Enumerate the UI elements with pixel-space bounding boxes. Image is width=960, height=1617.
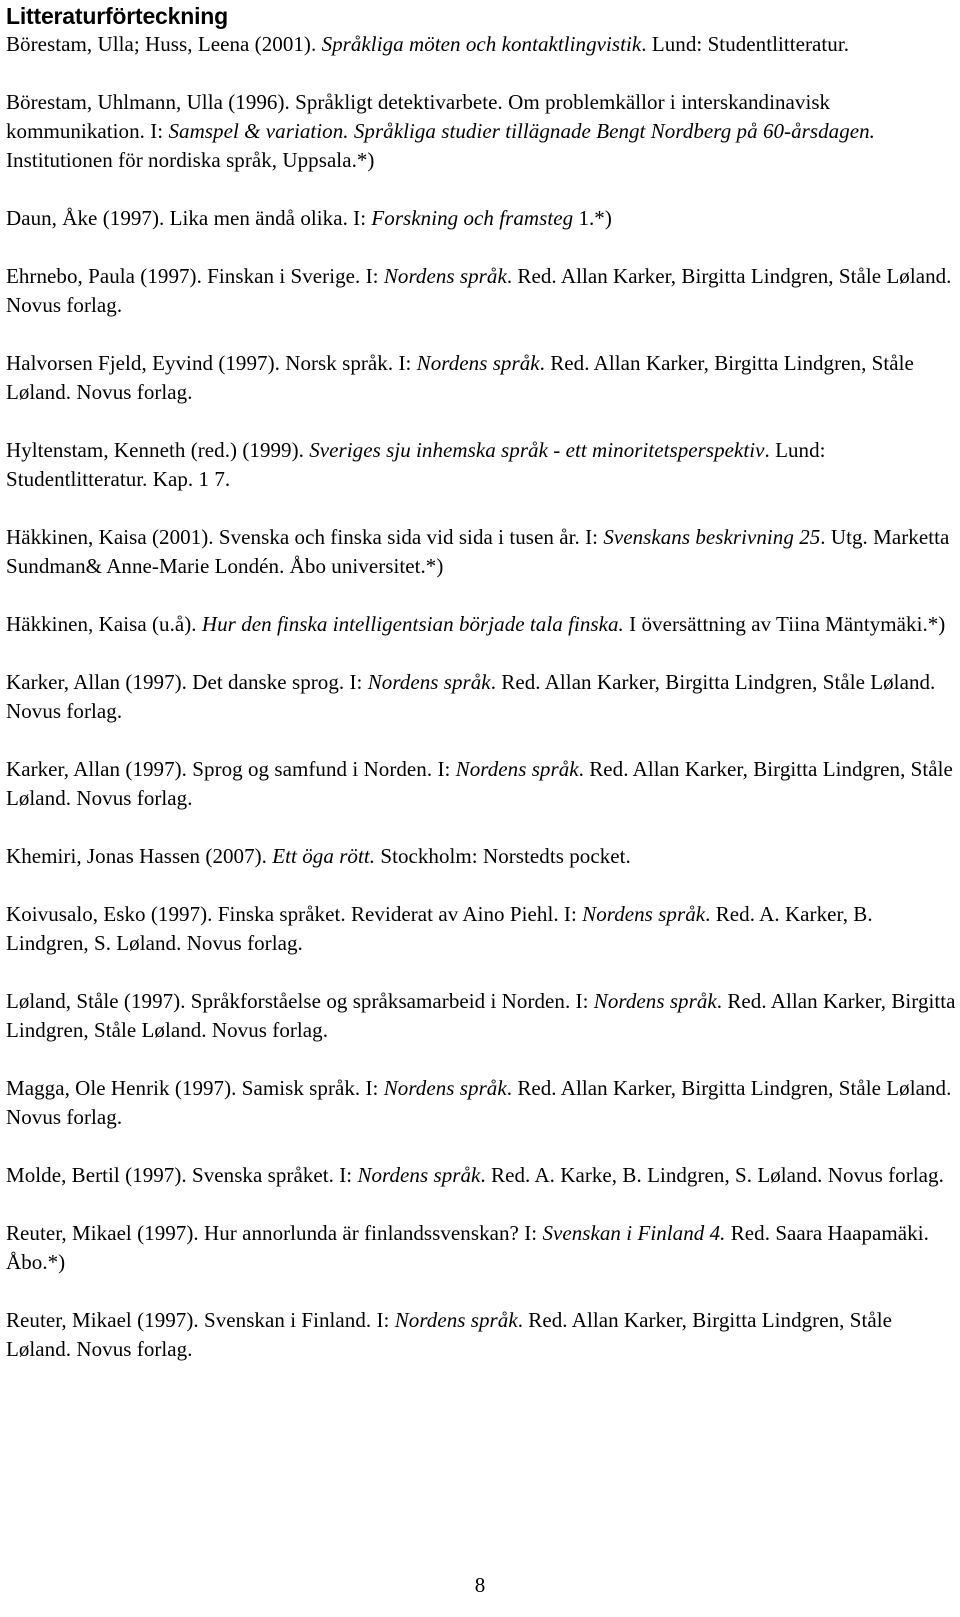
reference-entry <box>6 30 956 59</box>
reference-text: . Red. Allan Karker, Birgitta Lindgren, Ståle Løland. Novus forlag. <box>6 351 914 404</box>
reference-entry <box>6 900 956 958</box>
reference-entry <box>6 1074 956 1132</box>
reference-text: I översättning av Tiina Mäntymäki.*) <box>623 612 946 636</box>
reference-text: Daun, Åke (1997). Lika men ändå olika. I: <box>6 206 372 230</box>
reference-entry <box>6 987 956 1045</box>
reference-title: Hur den finska intelligentsian började tala finska. <box>201 612 624 636</box>
reference-text: Magga, Ole Henrik (1997). Samisk språk. I: <box>6 1076 384 1100</box>
reference-text: Reuter, Mikael (1997). Svenskan i Finland. I: <box>6 1308 395 1332</box>
reference-title: Språkliga möten och kontaktlingvistik <box>321 32 642 56</box>
reference-text: . Lund: Studentlitteratur. <box>641 32 850 56</box>
reference-title: Nordens språk <box>367 670 491 694</box>
reference-text: Häkkinen, Kaisa (u.å). <box>6 612 202 636</box>
reference-entry <box>6 88 956 175</box>
reference-entry <box>6 842 956 871</box>
reference-title: Samspel & variation. Språkliga studier tillägnade Bengt Nordberg på 60-årsdagen. <box>168 119 875 143</box>
reference-title: Nordens språk <box>416 351 540 375</box>
reference-text: . Red. Allan Karker, Birgitta Lindgren, Ståle Løland. Novus forlag. <box>6 1076 952 1129</box>
reference-title: Svenskans beskrivning 25 <box>603 525 821 549</box>
reference-text: . Red. A. Karke, B. Lindgren, S. Løland. Novus forlag. <box>480 1163 944 1187</box>
reference-title: Nordens språk <box>593 989 717 1013</box>
reference-entry <box>6 349 956 407</box>
reference-title: Ett öga rött. <box>272 844 376 868</box>
reference-text: Halvorsen Fjeld, Eyvind (1997). Norsk språk. I: <box>6 351 417 375</box>
reference-text: Stockholm: Norstedts pocket. <box>375 844 631 868</box>
reference-title: Nordens språk <box>455 757 579 781</box>
reference-entry <box>6 204 956 233</box>
reference-text: . Red. Allan Karker, Birgitta Lindgren, Ståle Løland. Novus forlag. <box>6 989 956 1042</box>
reference-entry <box>6 755 956 813</box>
reference-entry <box>6 610 956 639</box>
document-page <box>6 0 956 1393</box>
reference-text: Molde, Bertil (1997). Svenska språket. I: <box>6 1163 358 1187</box>
reference-title: Forskning och framsteg <box>371 206 574 230</box>
reference-entry <box>6 523 956 581</box>
reference-text: Häkkinen, Kaisa (2001). Svenska och finska sida vid sida i tusen år. I: <box>6 525 604 549</box>
reference-entry <box>6 1161 956 1190</box>
reference-entry <box>6 262 956 320</box>
reference-text: . Red. Allan Karker, Birgitta Lindgren, Ståle Løland. Novus forlag. <box>6 264 952 317</box>
reference-text: . Utg. Marketta Sundman& Anne-Marie Londén. Åbo universitet.*) <box>6 525 950 578</box>
reference-title: Nordens språk <box>383 1076 507 1100</box>
reference-text: Ehrnebo, Paula (1997). Finskan i Sverige. I: <box>6 264 384 288</box>
reference-text: Börestam, Uhlmann, Ulla (1996). Språkligt detektivarbete. Om problemkällor i interskandinavisk kommunikation. I: <box>6 90 831 143</box>
reference-title: Nordens språk <box>582 902 706 926</box>
page-title: Litteraturförteckning <box>6 3 228 29</box>
reference-entry <box>6 1219 956 1277</box>
reference-text: . Lund: Studentlitteratur. Kap. 1 7. <box>6 438 826 491</box>
reference-text: Løland, Ståle (1997). Språkforståelse og språksamarbeid i Norden. I: <box>6 989 594 1013</box>
reference-title: Nordens språk <box>383 264 507 288</box>
reference-text: Reuter, Mikael (1997). Hur annorlunda är finlandssvenskan? I: <box>6 1221 543 1245</box>
reference-text: Red. Saara Haapamäki. Åbo.*) <box>6 1221 929 1274</box>
page-number: 8 <box>474 1573 486 1597</box>
reference-title: Nordens språk <box>357 1163 481 1187</box>
reference-entry <box>6 668 956 726</box>
reference-text: Koivusalo, Esko (1997). Finska språket. Reviderat av Aino Piehl. I: <box>6 902 583 926</box>
reference-title: Nordens språk <box>394 1308 518 1332</box>
reference-text: Börestam, Ulla; Huss, Leena (2001). <box>6 32 322 56</box>
reference-text: Hyltenstam, Kenneth (red.) (1999). <box>6 438 310 462</box>
reference-text: . Red. Allan Karker, Birgitta Lindgren, Ståle Løland. Novus forlag. <box>6 757 953 810</box>
reference-text: Karker, Allan (1997). Det danske sprog. I: <box>6 670 368 694</box>
reference-text: . Red. Allan Karker, Birgitta Lindgren, Ståle Løland. Novus forlag. <box>6 670 936 723</box>
reference-list <box>6 30 956 1364</box>
reference-title: Sveriges sju inhemska språk - ett minoritetsperspektiv <box>309 438 765 462</box>
reference-text: Karker, Allan (1997). Sprog og samfund i Norden. I: <box>6 757 456 781</box>
reference-entry <box>6 1306 956 1364</box>
reference-text: . Red. Allan Karker, Birgitta Lindgren, Ståle Løland. Novus forlag. <box>6 1308 892 1361</box>
reference-text: Institutionen för nordiska språk, Uppsala.*) <box>6 148 375 172</box>
reference-title: Svenskan i Finland 4. <box>542 1221 726 1245</box>
reference-text: . Red. A. Karker, B. Lindgren, S. Løland. Novus forlag. <box>6 902 873 955</box>
reference-entry <box>6 436 956 494</box>
reference-text: Khemiri, Jonas Hassen (2007). <box>6 844 273 868</box>
reference-text: 1.*) <box>573 206 612 230</box>
